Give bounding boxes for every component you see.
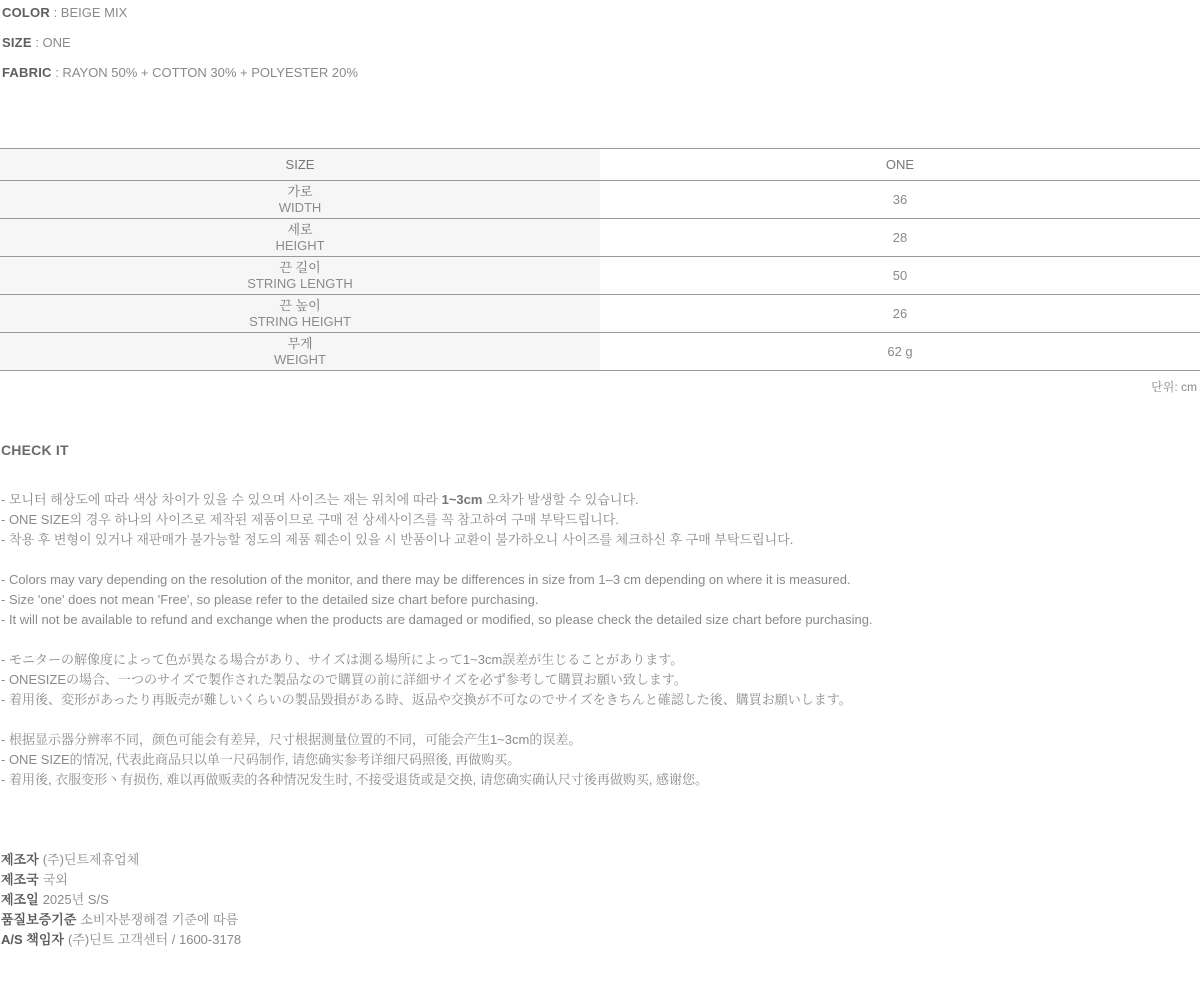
notice-line: - 着用後, 衣服变形丶有损伤, 难以再做贩卖的各种情况发生时, 不接受退货或是交换, 请您确实确认尺寸後再做购买, 感谢您。 [1, 772, 709, 787]
notice-highlight: 1~3cm [441, 492, 483, 507]
notice-group-english [1, 570, 1200, 630]
country-line [1, 870, 1200, 890]
row-label-ko: 무게 [287, 335, 313, 351]
row-label-ko: 가로 [287, 183, 313, 199]
country-label: 제조국 [1, 872, 39, 887]
table-row-string-length [0, 257, 1200, 295]
table-row-width [0, 181, 1200, 219]
as-value: (주)딘트 고객센터 / 1600-3178 [67, 932, 242, 947]
manufacturer-info [0, 850, 1200, 950]
notice-group-japanese [1, 650, 1200, 710]
size-table [0, 148, 1200, 371]
manufacturer-line [1, 850, 1200, 870]
row-label-cell [0, 333, 600, 371]
row-value-cell: 26 [600, 295, 1200, 333]
size-value: : ONE [31, 35, 71, 50]
notice-line: - ONE SIZE의 경우 하나의 사이즈로 제작된 제품이므로 구매 전 상세사이즈를 꼭 참고하여 구매 부탁드립니다. [1, 512, 619, 527]
notice-text: - 모니터 해상도에 따라 색상 차이가 있을 수 있으며 사이즈는 재는 위치에 따라 [1, 492, 442, 507]
size-line [2, 33, 1200, 53]
row-label-en: STRING HEIGHT [249, 313, 351, 329]
notice-line: - Size 'one' does not mean 'Free', so please refer to the detailed size chart before purchasing. [1, 592, 539, 607]
date-value: 2025년 S/S [42, 892, 109, 907]
row-value-cell: 28 [600, 219, 1200, 257]
row-label-cell [0, 257, 600, 295]
row-label-en: WIDTH [278, 199, 322, 215]
check-it-section [0, 440, 1200, 790]
row-label-en: HEIGHT [275, 237, 325, 253]
table-row-height [0, 219, 1200, 257]
color-label: COLOR [2, 5, 50, 20]
notice-line: - Colors may vary depending on the resolution of the monitor, and there may be differences in size from 1–3 cm depending on where it is measured. [1, 572, 851, 587]
warranty-line [1, 910, 1200, 930]
date-line [1, 890, 1200, 910]
size-header-cell: SIZE [0, 149, 600, 181]
table-row-weight [0, 333, 1200, 371]
notice-group-chinese [1, 730, 1200, 790]
size-label: SIZE [2, 35, 32, 50]
notice-line: - It will not be available to refund and exchange when the products are damaged or modified, so please check the detailed size chart before purchasing. [1, 612, 873, 627]
notice-line: - ONE SIZE的情况, 代表此商品只以单一尺码制作, 请您确实参考详细尺码照後, 再做购买。 [1, 752, 521, 767]
row-label-ko: 끈 길이 [279, 259, 321, 275]
notice-line [1, 490, 1200, 510]
check-it-heading: CHECK IT [1, 442, 69, 458]
manufacturer-label: 제조자 [1, 852, 39, 867]
country-value: 국외 [42, 872, 68, 887]
row-value-cell: 50 [600, 257, 1200, 295]
table-row-string-height [0, 295, 1200, 333]
row-label-ko: 끈 높이 [279, 297, 321, 313]
notice-line: - 根据显示器分辨率不同，颜色可能会有差异，尺寸根据测量位置的不同，可能会产生1~3cm的误差。 [1, 732, 582, 747]
unit-note: 단위: cm [1151, 380, 1197, 394]
warranty-value: 소비자분쟁해결 기준에 따름 [80, 912, 239, 927]
warranty-label: 품질보증기준 [1, 912, 77, 927]
notice-text: 오차가 발생할 수 있습니다. [482, 492, 639, 507]
notice-line: - 착용 후 변형이 있거나 재판매가 불가능할 정도의 제품 훼손이 있을 시 반품이나 교환이 불가하오니 사이즈를 체크하신 후 구매 부탁드립니다. [1, 532, 794, 547]
fabric-line [2, 63, 1200, 83]
color-value: : BEIGE MIX [49, 5, 128, 20]
one-header-cell: ONE [600, 149, 1200, 181]
color-line [2, 3, 1200, 23]
row-label-cell [0, 219, 600, 257]
row-label-en: STRING LENGTH [247, 275, 353, 291]
manufacturer-value: (주)딘트제휴업체 [42, 852, 140, 867]
row-value-cell: 36 [600, 181, 1200, 219]
size-table-header-row [0, 149, 1200, 181]
row-label-en: WEIGHT [274, 351, 326, 367]
fabric-label: FABRIC [2, 65, 52, 80]
fabric-value: : RAYON 50% + COTTON 30% + POLYESTER 20% [51, 65, 358, 80]
row-value-cell: 62 g [600, 333, 1200, 371]
as-line [1, 930, 1200, 950]
row-label-cell [0, 295, 600, 333]
row-label-ko: 세로 [287, 221, 313, 237]
notice-line: - モニターの解像度によって色が異なる場合があり、サイズは測る場所によって1~3cm誤差が生じることがあります。 [1, 652, 684, 667]
notice-group-korean [1, 490, 1200, 550]
as-label: A/S 책임자 [1, 932, 64, 947]
date-label: 제조일 [1, 892, 39, 907]
notice-line: - 着用後、変形があったり再販売が難しいくらいの製品毀損がある時、返品や交換が不可なのでサイズをきちんと確認した後、購買お願いします。 [1, 692, 852, 707]
notice-line: - ONESIZEの場合、一つのサイズで製作された製品なので購買の前に詳細サイズを必ず参考して購買お願い致します。 [1, 672, 687, 687]
row-label-cell [0, 181, 600, 219]
product-info [0, 0, 1200, 83]
